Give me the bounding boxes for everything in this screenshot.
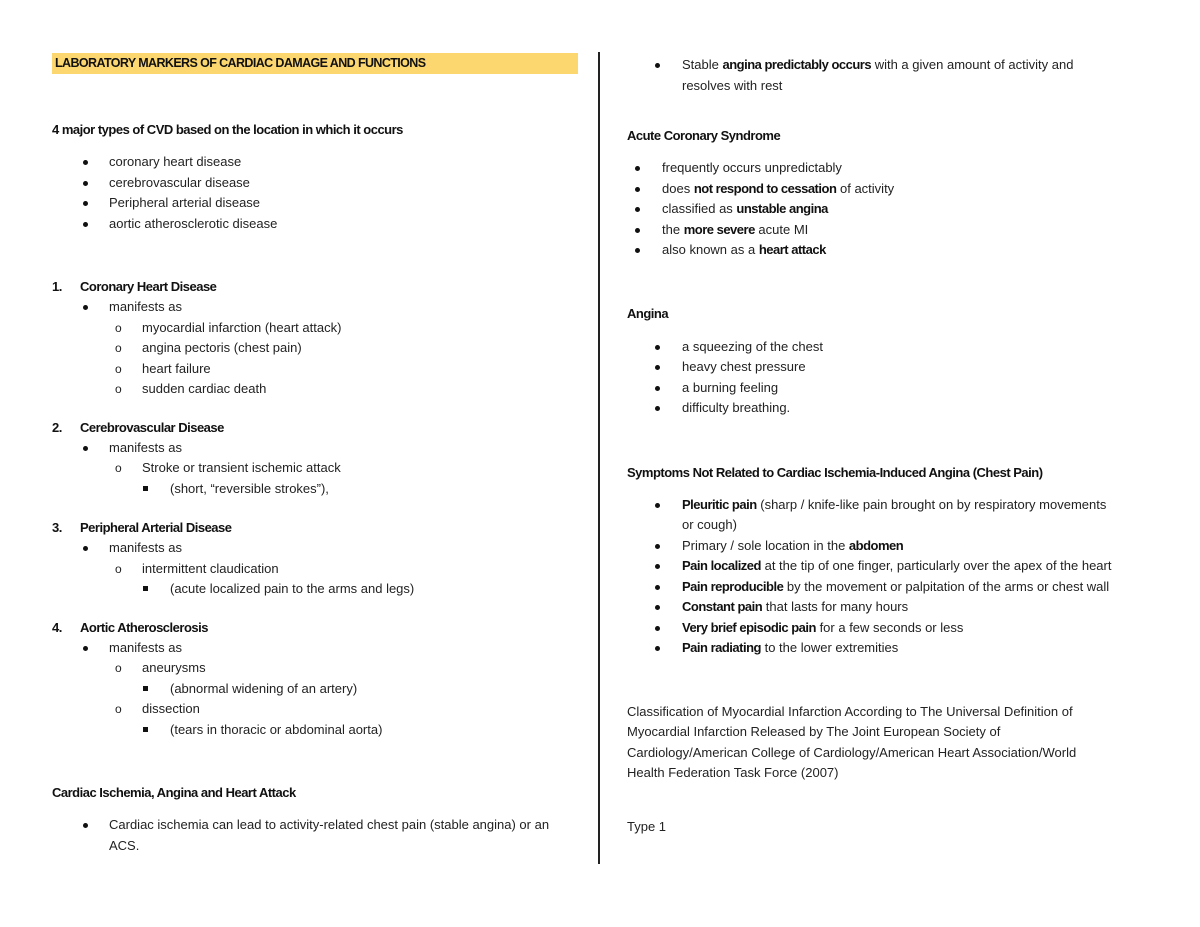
bullet-icon (655, 626, 660, 631)
list-item: aortic atherosclerotic disease (52, 214, 578, 235)
list-item: Pleuritic pain (sharp / knife-like pain brought on by respiratory movements or cough) (627, 495, 1157, 536)
list-item: Stable angina predictably occurs with a given amount of activity and resolves with rest (627, 55, 1157, 96)
bullet-icon (655, 585, 660, 590)
list-item: Peripheral arterial disease (52, 193, 578, 214)
square-bullet-icon (143, 686, 148, 691)
bullet-icon (83, 446, 88, 451)
bullet-icon (635, 207, 640, 212)
list-item: o dissection (115, 701, 200, 716)
angina-list (627, 337, 1157, 419)
list-item: (tears in thoracic or abdominal aorta) (52, 720, 578, 741)
list-item: a burning feeling (627, 378, 1157, 399)
pad-list (52, 538, 578, 600)
cvd-types-list (52, 152, 578, 234)
list-item: o Stroke or transient ischemic attack (115, 460, 341, 475)
bullet-icon (655, 503, 660, 508)
ischemia-heading: Cardiac Ischemia, Angina and Heart Attack (52, 785, 296, 800)
bullet-icon (655, 365, 660, 370)
list-item: Very brief episodic pain for a few seconds or less (627, 618, 1157, 639)
page-title: LABORATORY MARKERS OF CARDIAC DAMAGE AND FUNCTIONS (52, 53, 578, 74)
square-bullet-icon (143, 586, 148, 591)
cvd-types-heading: 4 major types of CVD based on the location in which it occurs (52, 122, 403, 137)
list-item: o sudden cardiac death (115, 381, 267, 396)
list-item: does not respond to cessation of activity (627, 179, 1157, 200)
bullet-icon (655, 406, 660, 411)
classification-paragraph: Classification of Myocardial Infarction According to The Universal Definition of Myocardial Infarction Released by The Joint European Society of Cardiology/American College of Cardiology/American Heart Association/World Health Federation Task Force (2007) (627, 703, 1077, 780)
list-item: manifests as (52, 297, 578, 318)
list-item: Pain reproducible by the movement or palpitation of the arms or chest wall (627, 577, 1157, 598)
bullet-icon (655, 646, 660, 651)
bullet-icon (83, 201, 88, 206)
bullet-icon (83, 646, 88, 651)
list-item: the more severe acute MI (627, 220, 1157, 241)
bullet-icon (655, 605, 660, 610)
chd-list (52, 297, 578, 400)
list-item: manifests as (52, 538, 578, 559)
column-divider (598, 52, 600, 864)
list-item: o intermittent claudication (115, 560, 279, 576)
acs-heading: Acute Coronary Syndrome (627, 128, 781, 143)
list-item: o heart failure (115, 360, 211, 376)
list-item: o aneurysms (115, 660, 206, 675)
symptoms-list (627, 495, 1157, 659)
bullet-icon (635, 248, 640, 253)
list-item: frequently occurs unpredictably (627, 158, 1157, 179)
list-item: Constant pain that lasts for many hours (627, 597, 1157, 618)
bullet-icon (83, 305, 88, 310)
list-item: a squeezing of the chest (627, 337, 1157, 358)
list-item: manifests as (52, 438, 578, 459)
stable-list (627, 55, 1157, 96)
list-item: (short, “reversible strokes”), (52, 479, 578, 500)
list-item: manifests as (52, 638, 578, 659)
bullet-icon (655, 345, 660, 350)
left-column (52, 53, 578, 856)
aa-list (52, 638, 578, 741)
bullet-icon (655, 386, 660, 391)
list-item: (abnormal widening of an artery) (52, 679, 578, 700)
bullet-icon (655, 63, 660, 68)
list-item: Cardiac ischemia can lead to activity-related chest pain (stable angina) or an ACS. (52, 815, 578, 856)
list-item: Primary / sole location in the abdomen (627, 536, 1157, 557)
bullet-icon (83, 546, 88, 551)
bullet-icon (83, 181, 88, 186)
list-item: Pain radiating to the lower extremities (627, 638, 1157, 659)
bullet-icon (83, 222, 88, 227)
bullet-icon (635, 187, 640, 192)
symptoms-heading: Symptoms Not Related to Cardiac Ischemia-Induced Angina (Chest Pain) (627, 464, 1043, 480)
list-item: heavy chest pressure (627, 357, 1157, 378)
list-item: Pain localized at the tip of one finger, particularly over the apex of the heart (627, 556, 1157, 577)
section-heading-cvd: 2. Cerebrovascular Disease (52, 419, 224, 435)
bullet-icon (83, 160, 88, 165)
bullet-icon (655, 544, 660, 549)
list-item: o myocardial infarction (heart attack) (115, 319, 342, 335)
list-item: difficulty breathing. (627, 398, 1157, 419)
ischemia-list (52, 815, 578, 856)
bullet-icon (635, 228, 640, 233)
section-heading-chd: 1. Coronary Heart Disease (52, 279, 217, 294)
list-item: classified as unstable angina (627, 199, 1157, 220)
square-bullet-icon (143, 727, 148, 732)
bullet-icon (83, 823, 88, 828)
list-item: (acute localized pain to the arms and legs) (52, 579, 578, 600)
bullet-icon (655, 564, 660, 569)
list-item: o angina pectoris (chest pain) (115, 340, 302, 355)
list-item: also known as a heart attack (627, 240, 1157, 261)
section-heading-aa: 4. Aortic Atherosclerosis (52, 619, 208, 635)
square-bullet-icon (143, 486, 148, 491)
angina-heading: Angina (627, 305, 669, 321)
acs-list (627, 158, 1157, 261)
bullet-icon (635, 166, 640, 171)
list-item: coronary heart disease (52, 152, 578, 173)
list-item: cerebrovascular disease (52, 173, 578, 194)
right-column (627, 55, 1157, 837)
cvd-list (52, 438, 578, 500)
type-1-label: Type 1 (627, 818, 667, 834)
section-heading-pad: 3. Peripheral Arterial Disease (52, 520, 232, 535)
